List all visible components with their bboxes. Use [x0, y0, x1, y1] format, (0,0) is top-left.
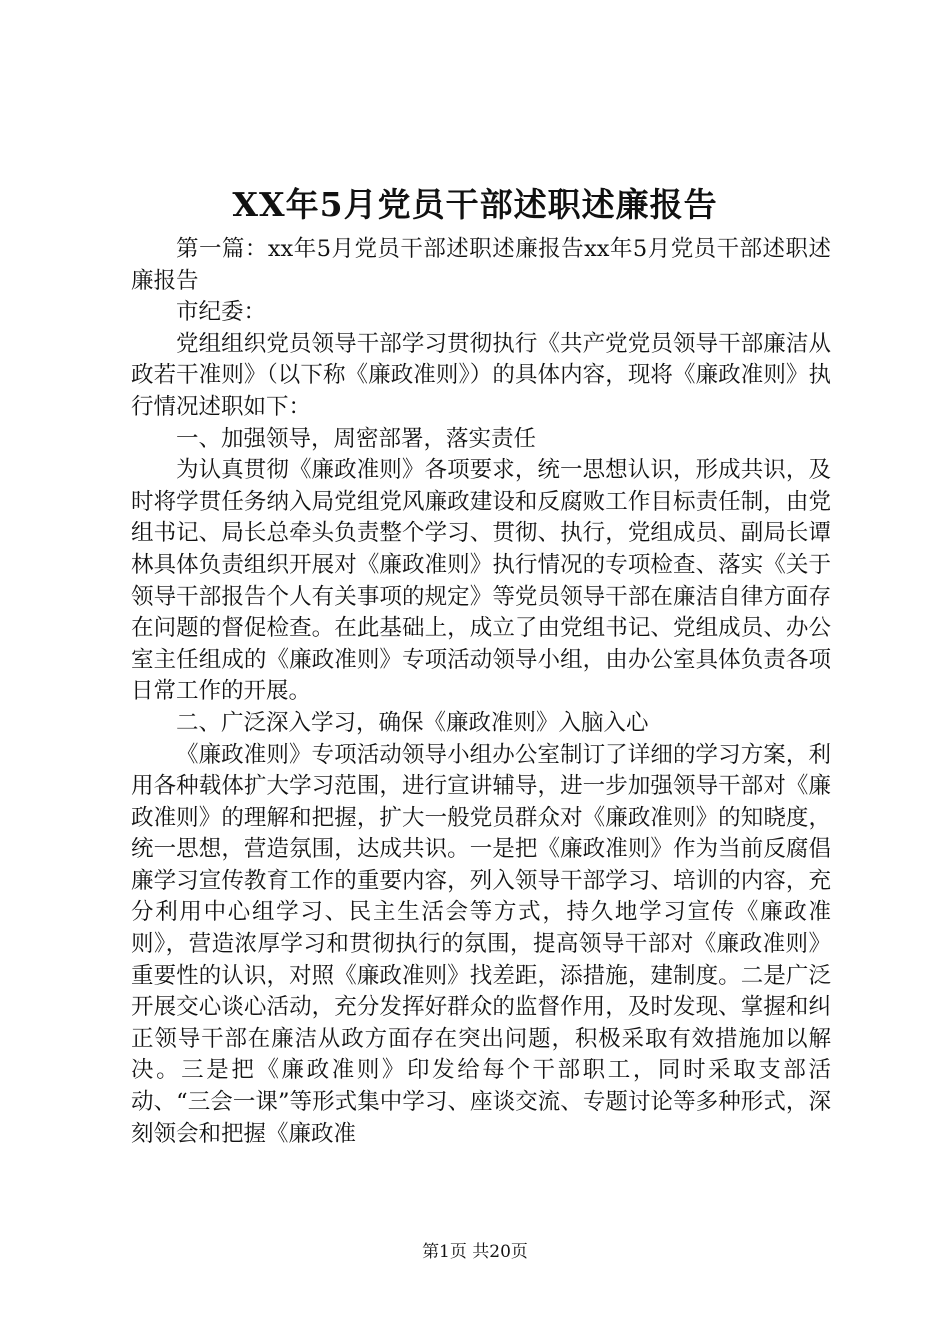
paragraph-section-1: 为认真贯彻《廉政准则》各项要求，统一思想认识，形成共识，及时将学贯任务纳入局党组党风廉政建设和反腐败工作目标责任制，由党组书记、局长总牵头负责整个学习、贯彻、执行，党组成员、副局长谭林具体负责组织开展对《廉政准则》执行情况的专项检查、落实《关于领导干部报告个人有关事项的规定》等党员领导干部在廉洁自律方面存在问题的督促检查。在此基础上，成立了由党组书记、党组成员、办公室主任组成的《廉政准则》专项活动领导小组，由办公室具体负责各项日常工作的开展。 [131, 457, 831, 705]
document-body [131, 234, 831, 1150]
paragraph-salutation: 市纪委： [176, 299, 267, 326]
paragraph-section-2: 《廉政准则》专项活动领导小组办公室制订了详细的学习方案，利用各种载体扩大学习范围，进行宣讲辅导，进一步加强领导干部对《廉政准则》的理解和把握，扩大一般党员群众对《廉政准则》的知晓度，统一思想，营造氛围，达成共识。一是把《廉政准则》作为当前反腐倡廉学习宣传教育工作的重要内容，列入领导干部学习、培训的内容，充分利用中心组学习、民主生活会等方式，持久地学习宣传《廉政准则》，营造浓厚学习和贯彻执行的氛围，提高领导干部对《廉政准则》重要性的认识，对照《廉政准则》找差距，添措施，建制度。二是广泛开展交心谈心活动，充分发挥好群众的监督作用，及时发现、掌握和纠正领导干部在廉洁从政方面存在突出问题，积极采取有效措施加以解决。三是把《廉政准则》印发给每个干部职工，同时采取支部活动、“三会一课”等形式集中学习、座谈交流、专题讨论等多种形式，深刻领会和把握《廉政准 [131, 741, 831, 1147]
section-heading-1: 一、加强领导，周密部署，落实责任 [176, 425, 537, 452]
paragraph-first-heading: 第一篇：xx年5月党员干部述职述廉报告xx年5月党员干部述职述廉报告 [131, 236, 831, 294]
paragraph-intro: 党组组织党员领导干部学习贯彻执行《共产党党员领导干部廉洁从政若干准则》（以下称《廉政准则》）的具体内容，现将《廉政准则》执行情况述职如下： [131, 330, 831, 420]
section-heading-2: 二、广泛深入学习，确保《廉政准则》入脑入心 [176, 709, 649, 736]
page-footer: 第1页 共20页 [422, 1242, 528, 1262]
document-title: XX年5月党员干部述职述廉报告 [232, 185, 718, 224]
